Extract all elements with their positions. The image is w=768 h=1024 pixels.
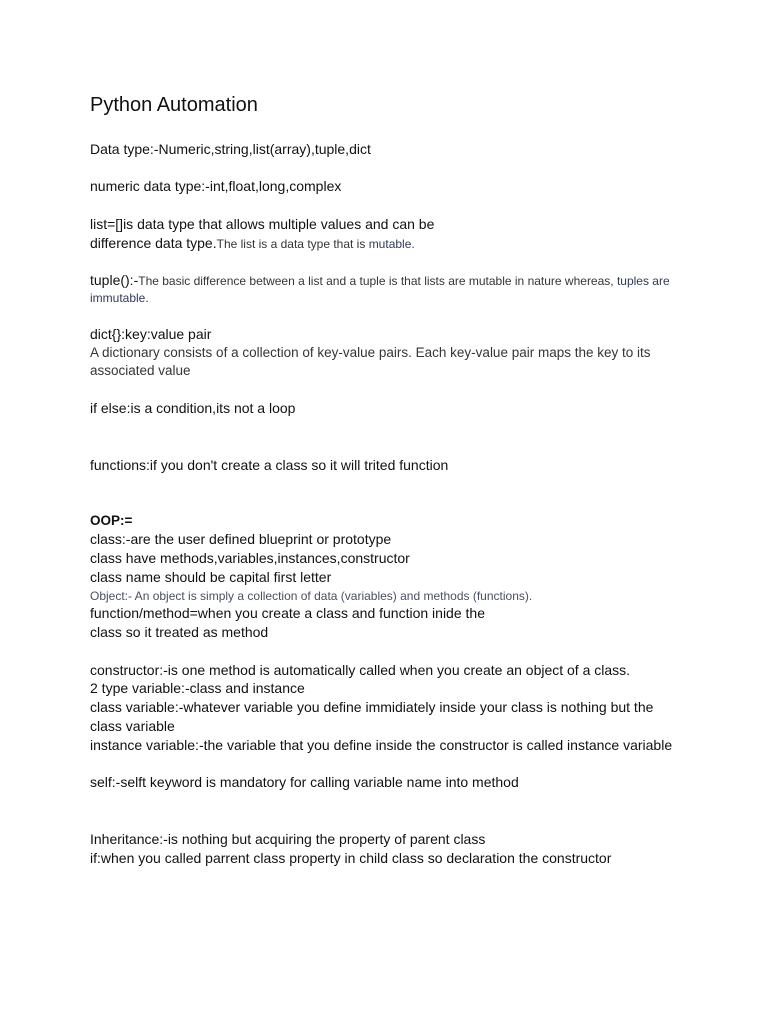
dict-line-3: associated value (90, 363, 191, 378)
class-variable-line-1: class variable:-whatever variable you define immidiately inside your class is nothing but the (90, 699, 654, 715)
list-line-1: list=[]is data type that allows multiple values and can be (90, 216, 435, 232)
class-line-3: class name should be capital first letter (90, 569, 332, 585)
functions-line: functions:if you don't create a class so it will trited function (90, 457, 449, 473)
list-line-2-main: difference data type. (90, 235, 217, 251)
constructor-line: constructor:-is one method is automatically called when you create an object of a class. (90, 662, 631, 678)
inheritance-line: Inheritance:-is nothing but acquiring the property of parent class (90, 831, 486, 847)
tuple-note-highlight: tuples are (616, 274, 670, 288)
tuple-note: The basic difference between a list and a tuple is that lists are mutable in nature whereas, (138, 274, 617, 288)
tuple-note-2-end: . (145, 291, 149, 305)
class-variable-line-2: class variable (90, 718, 175, 734)
instance-variable-line: instance variable:-the variable that you define inside the constructor is called instance variable (90, 737, 673, 753)
tuple-line-2 (90, 289, 149, 307)
tuple-main: tuple():- (90, 272, 139, 288)
class-line-1: class:-are the user defined blueprint or prototype (90, 531, 392, 547)
page-title: Python Automation (90, 94, 258, 116)
data-type-line: Data type:-Numeric,string,list(array),tuple,dict (90, 141, 371, 157)
two-type-line: 2 type variable:-class and instance (90, 680, 305, 696)
list-note: The list is a data type that is (216, 237, 369, 251)
list-note-highlight: mutable. (368, 237, 415, 251)
object-line: Object:- An object is simply a collection of data (variables) and methods (functions). (90, 589, 533, 603)
method-line-2: class so it treated as method (90, 624, 269, 640)
class-line-2: class have methods,variables,instances,constructor (90, 550, 410, 566)
list-line-2 (90, 234, 415, 253)
tuple-note-2: immutable (90, 291, 146, 305)
numeric-line: numeric data type:-int,float,long,complex (90, 178, 342, 194)
dict-line-2: A dictionary consists of a collection of key-value pairs. Each key-value pair maps the key to its (90, 345, 651, 360)
ifelse-line: if else:is a condition,its not a loop (90, 400, 296, 416)
oop-heading: OOP:= (90, 513, 133, 528)
self-line: self:-selft keyword is mandatory for calling variable name into method (90, 774, 519, 790)
method-line-1: function/method=when you create a class and function inide the (90, 605, 485, 621)
if-when-line: if:when you called parrent class property in child class so declaration the constructor (90, 850, 612, 866)
dict-line-1: dict{}:key:value pair (90, 326, 212, 342)
tuple-line-1 (90, 271, 670, 290)
